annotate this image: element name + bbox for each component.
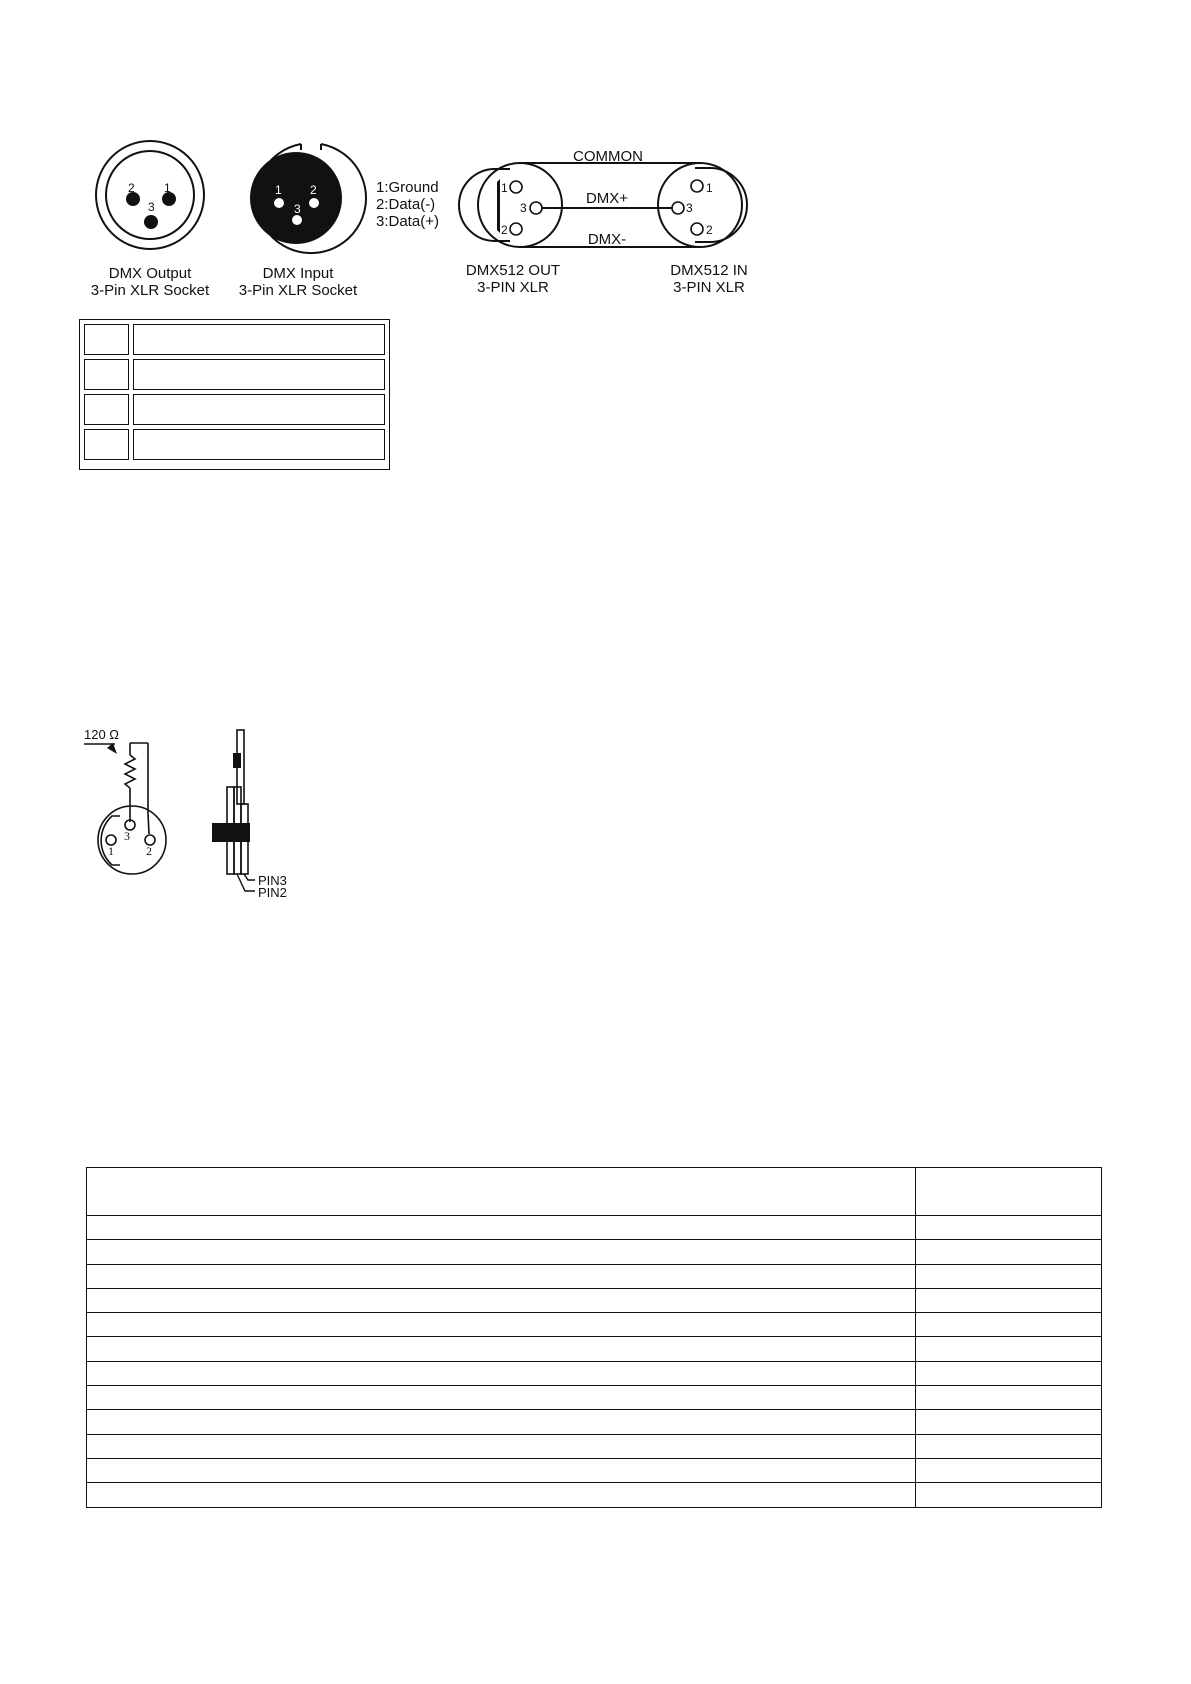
input-label: DMX Input <box>262 265 334 282</box>
input-pin-1: 1 <box>275 183 282 197</box>
pin-table <box>79 319 390 470</box>
table-cell <box>87 1240 916 1263</box>
pin-table-desc-cell <box>133 394 385 425</box>
table-cell <box>916 1483 1101 1507</box>
dmx512-in-sublabel: 3-PIN XLR <box>673 279 745 296</box>
table-cell <box>916 1362 1101 1385</box>
pin-table-desc-cell <box>133 359 385 390</box>
in-plug-pin-1: 1 <box>706 181 713 195</box>
pin-table-num-cell <box>84 394 129 425</box>
dmx-connection-diagram <box>0 0 1191 320</box>
input-sublabel: 3-Pin XLR Socket <box>238 282 358 299</box>
table-cell <box>87 1337 916 1360</box>
legend-ground: 1:Ground <box>376 179 439 196</box>
pin-table-desc-cell <box>133 429 385 460</box>
output-label: DMX Output <box>108 265 192 282</box>
input-pin-2: 2 <box>310 183 317 197</box>
table-cell <box>916 1386 1101 1409</box>
dmx512-in-label: DMX512 IN <box>670 262 748 279</box>
out-plug-pin-1: 1 <box>501 181 508 195</box>
output-pin-3: 3 <box>148 200 155 214</box>
table-row <box>87 1410 1101 1434</box>
channel-table <box>86 1167 1102 1508</box>
terminator-pin-1: 1 <box>108 844 114 858</box>
resistor-label: 120 Ω <box>84 727 120 742</box>
table-row <box>87 1386 1101 1410</box>
xlr-terminator-plug <box>98 806 166 874</box>
channel-table-header-cell <box>916 1168 1101 1215</box>
table-cell <box>916 1313 1101 1336</box>
channel-table-header <box>87 1168 1101 1216</box>
input-pin-3: 3 <box>294 202 301 216</box>
common-label: COMMON <box>573 148 643 165</box>
table-row <box>87 1459 1101 1483</box>
output-pin-2: 2 <box>128 181 135 195</box>
table-row <box>87 1289 1101 1313</box>
dmx-output-socket <box>96 141 204 249</box>
table-row <box>87 1483 1101 1507</box>
legend-data-plus: 3:Data(+) <box>376 213 439 230</box>
dmx512-out-sublabel: 3-PIN XLR <box>477 279 549 296</box>
out-plug-pin-3: 3 <box>520 201 527 215</box>
table-cell <box>87 1483 916 1507</box>
in-plug-pin-2: 2 <box>706 223 713 237</box>
table-cell <box>87 1410 916 1433</box>
out-plug-pin-2: 2 <box>501 223 508 237</box>
table-cell <box>916 1240 1101 1263</box>
table-row <box>87 1216 1101 1240</box>
table-row <box>87 1313 1101 1337</box>
dmx512-out-label: DMX512 OUT <box>465 262 561 279</box>
dmx-plus-label: DMX+ <box>585 190 629 207</box>
table-cell <box>87 1289 916 1312</box>
table-row <box>87 1240 1101 1264</box>
pin-table-row <box>84 394 385 425</box>
table-row <box>87 1362 1101 1386</box>
dmx512-out-plug <box>459 163 562 247</box>
table-cell <box>87 1459 916 1482</box>
dmx512-in-plug <box>658 163 747 247</box>
pin-table-num-cell <box>84 429 129 460</box>
output-pin-1: 1 <box>164 181 171 195</box>
dmx-minus-label: DMX- <box>587 231 627 248</box>
terminator-pin-2: 2 <box>146 844 152 858</box>
pin-table-desc-cell <box>133 324 385 355</box>
table-row <box>87 1265 1101 1289</box>
table-row <box>87 1337 1101 1361</box>
pin2-label: PIN2 <box>258 885 287 900</box>
table-cell <box>916 1289 1101 1312</box>
dmx-input-socket <box>250 144 366 253</box>
table-cell <box>916 1459 1101 1482</box>
output-sublabel: 3-Pin XLR Socket <box>90 282 210 299</box>
resistor-legs-icon <box>212 730 255 891</box>
pin-table-num-cell <box>84 359 129 390</box>
table-cell <box>916 1265 1101 1288</box>
table-cell <box>916 1410 1101 1433</box>
table-cell <box>87 1362 916 1385</box>
table-cell <box>916 1435 1101 1458</box>
table-cell <box>87 1265 916 1288</box>
table-cell <box>87 1313 916 1336</box>
pin3-label: PIN3 <box>258 873 287 888</box>
dmx-terminator-diagram <box>70 715 330 915</box>
table-cell <box>916 1337 1101 1360</box>
table-cell <box>87 1435 916 1458</box>
table-cell <box>87 1216 916 1239</box>
pin-table-row <box>84 359 385 390</box>
terminator-pin-3: 3 <box>124 829 130 843</box>
pin-table-num-cell <box>84 324 129 355</box>
table-cell <box>87 1386 916 1409</box>
pin-table-row <box>84 429 385 460</box>
in-plug-pin-3: 3 <box>686 201 693 215</box>
pin-table-row <box>84 324 385 355</box>
legend-data-minus: 2:Data(-) <box>376 196 436 213</box>
table-row <box>87 1435 1101 1459</box>
resistor-icon <box>84 743 149 834</box>
table-cell <box>916 1216 1101 1239</box>
channel-table-header-cell <box>87 1168 916 1215</box>
